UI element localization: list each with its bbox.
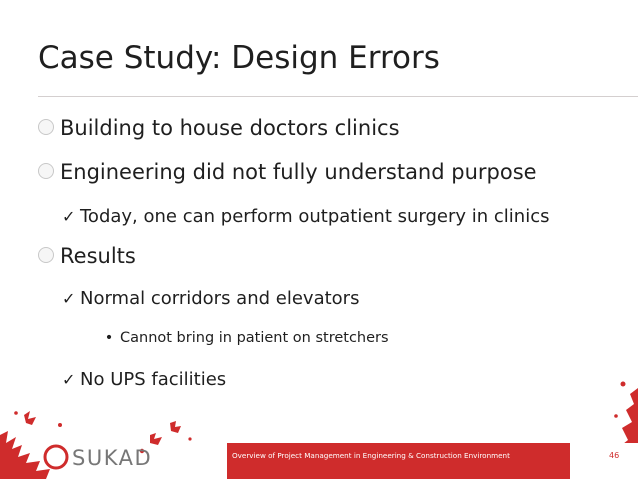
bullet-level1 — [38, 242, 136, 270]
title-divider — [38, 96, 638, 97]
bullet-text: Building to house doctors clinics — [60, 116, 400, 140]
bullet-text: No UPS facilities — [80, 369, 227, 390]
dot-bullet-icon: • — [104, 330, 114, 346]
footer-caption: Overview of Project Management in Engineering & Construction Environment — [232, 451, 510, 460]
footer-white-band — [570, 443, 638, 479]
bullet-text: Cannot bring in patient on stretchers — [120, 330, 389, 346]
bullet-text: Results — [60, 244, 136, 268]
circle-bullet-icon — [38, 163, 54, 179]
page-number: 46 — [609, 451, 620, 460]
bullet-level2 — [62, 287, 359, 311]
circle-bullet-icon — [38, 247, 54, 263]
bullet-level1 — [38, 114, 400, 142]
bullet-text: Normal corridors and elevators — [80, 288, 360, 309]
slide-title: Case Study: Design Errors — [38, 40, 440, 76]
circle-bullet-icon — [38, 119, 54, 135]
checkmark-icon: ✓ — [62, 370, 76, 389]
bullet-level2 — [62, 368, 226, 392]
bullet-level3 — [102, 328, 389, 348]
bullet-level2 — [62, 205, 549, 229]
bullet-text: Today, one can perform outpatient surgery in clinics — [80, 206, 550, 227]
bullet-text: Engineering did not fully understand purpose — [60, 160, 537, 184]
bullet-level1 — [38, 158, 537, 186]
sukad-logo-text: SUKAD — [72, 446, 153, 470]
checkmark-icon: ✓ — [62, 207, 76, 226]
checkmark-icon: ✓ — [62, 289, 76, 308]
